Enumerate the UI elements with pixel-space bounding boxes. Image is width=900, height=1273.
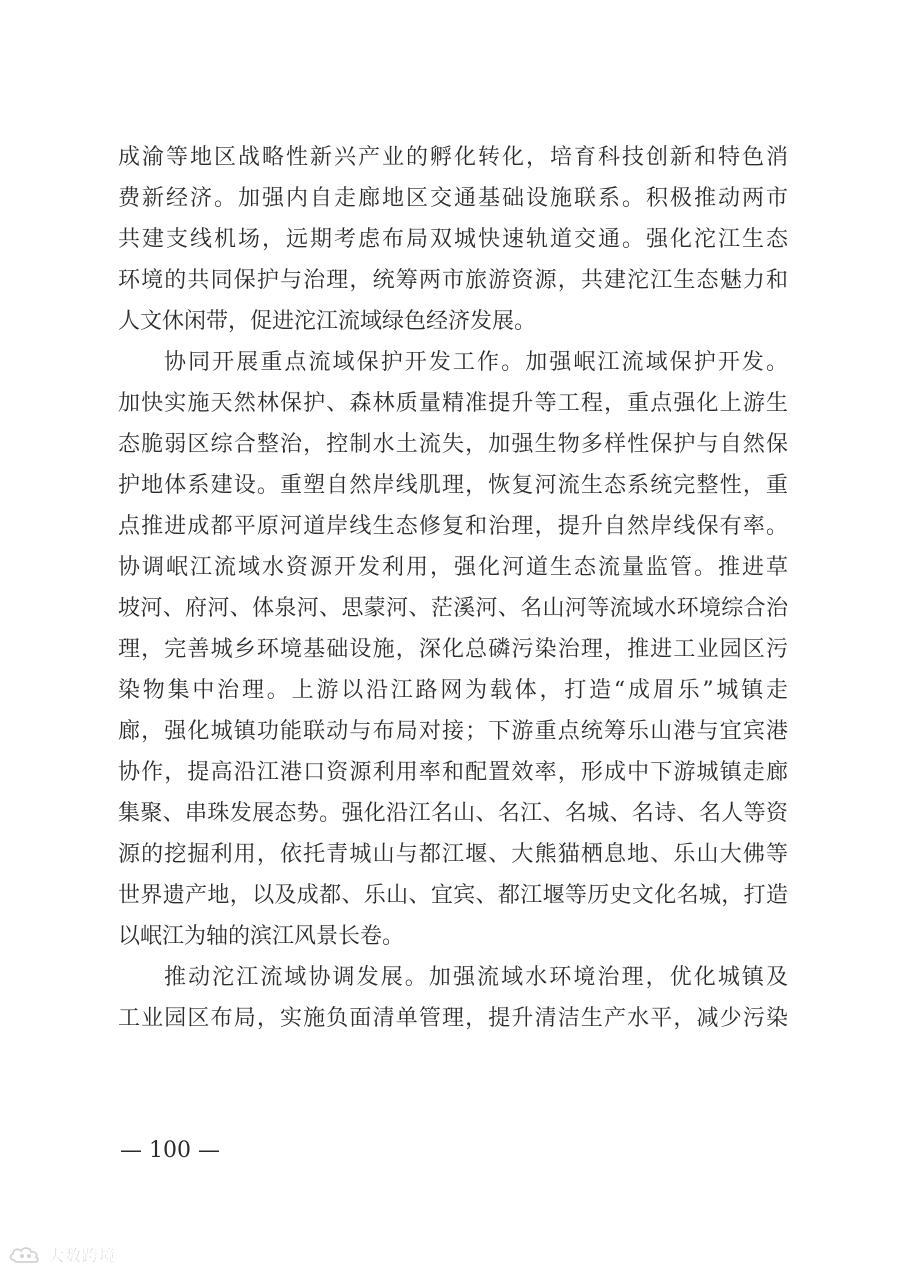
- watermark: [8, 1240, 116, 1268]
- text-line: 态脆弱区综合整治，控制水土流失，加强生物多样性保护与自然保: [118, 432, 788, 457]
- text-line: 以岷江为轴的滨江风景长卷。: [118, 924, 405, 949]
- body-text: [118, 137, 788, 1039]
- text-line: 世界遗产地，以及成都、乐山、宜宾、都江堰等历史文化名城，打造: [118, 883, 788, 908]
- text-line: 集聚、串珠发展态势。强化沿江名山、名江、名城、名诗、名人等资: [118, 801, 788, 826]
- cloud-logo-icon: [8, 1243, 44, 1265]
- text-line: 源的挖掘利用，依托青城山与都江堰、大熊猫栖息地、乐山大佛等: [118, 842, 788, 867]
- text-line: 点推进成都平原河道岸线生态修复和治理，提升自然岸线保有率。: [118, 514, 788, 539]
- text-line: 成渝等地区战略性新兴产业的孵化转化，培育科技创新和特色消: [118, 145, 788, 170]
- text-line: 协调岷江流域水资源开发利用，强化河道生态流量监管。推进草: [118, 555, 788, 580]
- text-line: 协同开展重点流域保护开发工作。加强岷江流域保护开发。: [164, 350, 788, 375]
- text-line: 环境的共同保护与治理，统筹两市旅游资源，共建沱江生态魅力和: [118, 268, 788, 293]
- text-line: 工业园区布局，实施负面清单管理，提升清洁生产水平，减少污染: [118, 1006, 788, 1031]
- text-line: 护地体系建设。重塑自然岸线肌理，恢复河流生态系统完整性，重: [118, 473, 788, 498]
- text-line: 协作，提高沿江港口资源利用率和配置效率，形成中下游城镇走廊: [118, 760, 788, 785]
- text-line: 理，完善城乡环境基础设施，深化总磷污染治理，推进工业园区污: [118, 637, 788, 662]
- text-line: 加快实施天然林保护、森林质量精准提升等工程，重点强化上游生: [118, 391, 788, 416]
- page-number: — 100 —: [120, 1138, 220, 1163]
- text-line: 人文休闲带，促进沱江流域绿色经济发展。: [118, 309, 537, 334]
- text-line: 推动沱江流域协调发展。加强流域水环境治理，优化城镇及: [164, 965, 788, 990]
- text-line: 坡河、府河、体泉河、思蒙河、茫溪河、名山河等流域水环境综合治: [118, 596, 788, 621]
- watermark-text: 大数跨境: [48, 1245, 117, 1265]
- text-line: 染物集中治理。上游以沿江路网为载体，打造“成眉乐”城镇走: [118, 678, 788, 703]
- text-line: 费新经济。加强内自走廊地区交通基础设施联系。积极推动两市: [118, 186, 788, 211]
- text-line: 共建支线机场，远期考虑布局双城快速轨道交通。强化沱江生态: [118, 227, 788, 252]
- text-line: 廊，强化城镇功能联动与布局对接；下游重点统筹乐山港与宜宾港: [118, 719, 788, 744]
